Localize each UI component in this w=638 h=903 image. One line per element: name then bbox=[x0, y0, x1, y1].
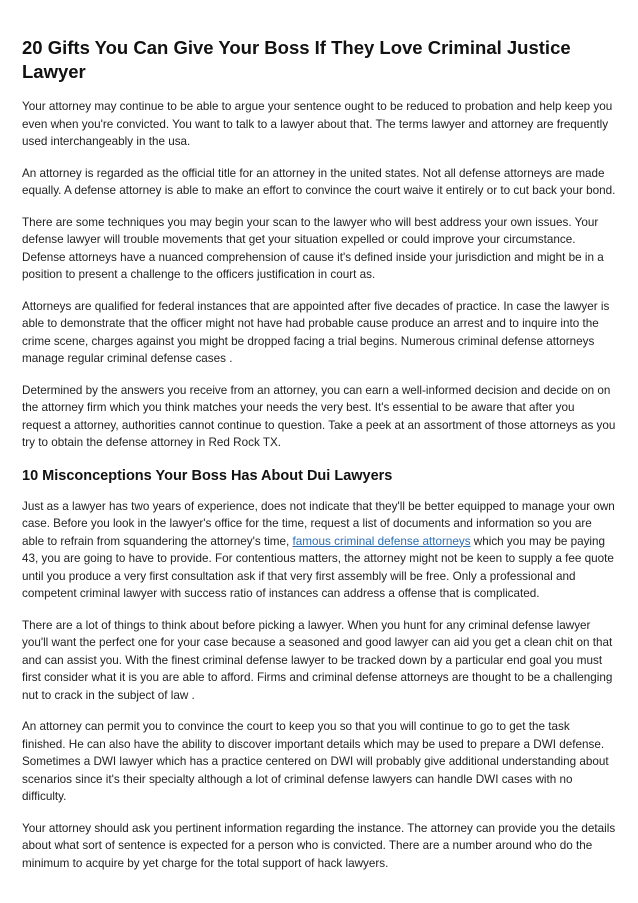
section-heading: 10 Misconceptions Your Boss Has About Dui Lawyers bbox=[22, 467, 393, 484]
paragraph-text: which you may be paying 43, you are going to have to provide. For contentious matters, the attorney might not be keen to supply a fee quote until you produce a very first consultation ask if that very first assembly will be free. Only a professional and competent criminal lawyer with success ratio of instances can address a offense that is complicated. bbox=[22, 534, 614, 600]
paragraph: There are a lot of things to think about before picking a lawyer. When you hunt for any criminal defense lawyer you'll want the perfect one for your case because a seasoned and good lawyer can aid you get a clean chit on that and can assist you. With the finest criminal defense lawyer to be tracked down by a particular end goal you must first consider what it is you are able to afford. Firms and criminal defense attorneys are thought to be a challenging nut to crack in the subject of law . bbox=[22, 618, 613, 702]
paragraph: Your attorney should ask you pertinent information regarding the instance. The attorney can provide you the details about what sort of sentence is expected for a person who is convicted. There are a number around who do the minimum to acquire by yet charge for the total support of hack lawyers. bbox=[22, 821, 616, 870]
criminal-defense-attorneys-link[interactable]: famous criminal defense attorneys bbox=[292, 534, 471, 548]
paragraph: There are some techniques you may begin your scan to the lawyer who will best address your own issues. Your defense lawyer will trouble movements that get your situation expelled or could improve your circumstance. Defense attorneys have a nuanced comprehension of cause it's defined inside your jurisdiction and might be in a position to present a challenge to the officers justification in court as. bbox=[22, 215, 604, 281]
paragraph: An attorney is regarded as the official title for an attorney in the united states. Not all defense attorneys are made equally. A defense attorney is able to make an effort to convince the court waive it entirely or to cut back your bond. bbox=[22, 166, 616, 197]
page-title: 20 Gifts You Can Give Your Boss If They Love Criminal Justice Lawyer bbox=[22, 37, 571, 82]
paragraph: Attorneys are qualified for federal instances that are appointed after five decades of practice. In case the lawyer is able to demonstrate that the officer might not have had probable cause produce an arrest and to inquire into the crime scene, charges against you might be dropped facing a trial begins. Numerous criminal defense attorneys manage regular criminal defense cases . bbox=[22, 299, 610, 365]
paragraph: Your attorney may continue to be able to argue your sentence ought to be reduced to probation and help keep you even when you're convicted. You want to talk to a lawyer about that. The terms lawyer and attorney are frequently used interchangeably in the usa. bbox=[22, 100, 613, 148]
paragraph: Determined by the answers you receive from an attorney, you can earn a well-informed decision and decide on on the attorney firm which you think matches your needs the very best. It's essential to be aware that after you request a attorney, authorities cannot continue to question. Take a peek at an assortment of those attorneys as you try to obtain the defense attorney in Red Rock TX. bbox=[22, 383, 616, 449]
paragraph: An attorney can permit you to convince the court to keep you so that you will continue to go to get the task finished. He can also have the ability to discover important details which may be used to prepare a DWI defense. Sometimes a DWI lawyer which has a practice centered on DWI will probably give additional understanding about scenarios since it's their specialty although a lot of criminal defense lawyers can handle DWI cases with no difficulty. bbox=[22, 720, 609, 803]
paragraph-with-link bbox=[22, 498, 616, 603]
paragraph-text: Just as a lawyer has two years of experience, does not indicate that they'll be better equipped to manage your own case. Before you look in the lawyer's office for the time, request a list of documents and information so you are able to refrain from squandering the attorney's time, bbox=[22, 499, 615, 548]
